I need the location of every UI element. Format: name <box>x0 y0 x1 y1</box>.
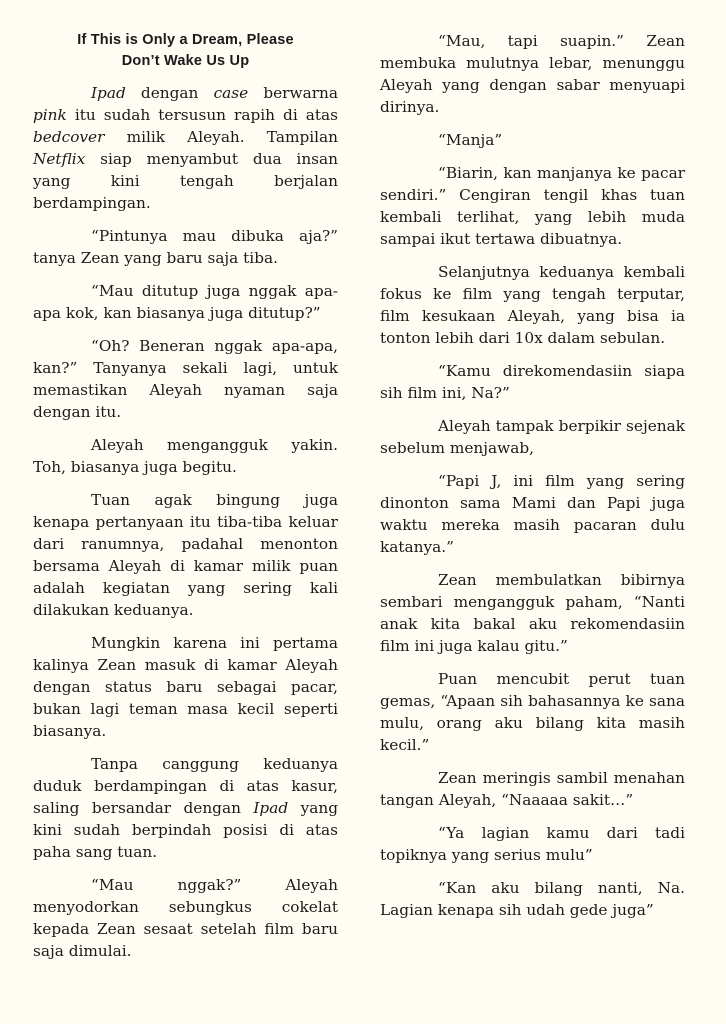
paragraph-text: Aleyah tampak berpikir sejenak sebelum menjawab, <box>380 417 685 457</box>
paragraph-text: “Ya lagian kamu dari tadi topiknya yang serius mulu” <box>380 824 685 864</box>
paragraph <box>380 877 685 921</box>
paragraph <box>33 874 338 962</box>
paragraph-text: “Mau ditutup juga nggak apa-apa kok, kan biasanya juga ditutup?” <box>33 282 338 322</box>
paragraph <box>33 82 338 214</box>
paragraph <box>33 434 338 478</box>
paragraph <box>380 415 685 459</box>
paragraph <box>33 335 338 423</box>
paragraph-text: berwarna <box>248 84 338 102</box>
paragraph-text: dengan <box>125 84 214 102</box>
paragraph-text: Mungkin karena ini pertama kalinya Zean masuk di kamar Aleyah dengan status baru sebagai pacar, bukan lagi teman masa kecil seperti biasanya. <box>33 634 338 740</box>
paragraph <box>380 470 685 558</box>
italic-text: bedcover <box>33 128 105 146</box>
italic-text: Ipad <box>253 799 289 817</box>
paragraph-text: “Papi J, ini film yang sering dinonton sama Mami dan Papi juga waktu mereka masih pacaran dulu katanya.” <box>380 472 685 556</box>
left-column <box>33 30 338 973</box>
paragraph <box>33 489 338 621</box>
paragraph-text: “Biarin, kan manjanya ke pacar sendiri.” Cengiran tengil khas tuan kembali terlihat, yang lebih muda sampai ikut tertawa dibuatnya. <box>380 164 685 248</box>
paragraph-text: Zean membulatkan bibirnya sembari mengangguk paham, “Nanti anak kita bakal aku rekomendasiin film ini juga kalau gitu.” <box>380 571 685 655</box>
italic-text: case <box>213 84 249 102</box>
paragraph <box>33 632 338 742</box>
right-column-body <box>380 30 685 921</box>
italic-text: Netflix <box>33 150 86 168</box>
paragraph <box>380 668 685 756</box>
paragraph-text: “Kan aku bilang nanti, Na. Lagian kenapa sih udah gede juga” <box>380 879 685 919</box>
paragraph <box>33 225 338 269</box>
paragraph-text: milik Aleyah. Tampilan <box>104 128 338 146</box>
paragraph-text: “Mau nggak?” Aleyah menyodorkan sebungkus cokelat kepada Zean sesaat setelah film baru saja dimulai. <box>33 876 338 960</box>
paragraph-text: siap menyambut dua insan yang kini tengah berjalan berdampingan. <box>33 150 338 212</box>
title-line-1: If This is Only a Dream, Please <box>77 32 294 48</box>
paragraph <box>380 767 685 811</box>
paragraph-text: yang kini sudah berpindah posisi di atas paha sang tuan. <box>33 799 338 861</box>
right-column <box>380 30 685 932</box>
paragraph-text: “Kamu direkomendasiin siapa sih film ini, Na?” <box>380 362 685 402</box>
paragraph <box>380 162 685 250</box>
paragraph-text: “Oh? Beneran nggak apa-apa, kan?” Tanyanya sekali lagi, untuk memastikan Aleyah nyaman saja dengan itu. <box>33 337 338 421</box>
paragraph-text: Tanpa canggung keduanya duduk berdampingan di atas kasur, saling bersandar dengan <box>33 755 338 817</box>
paragraph-text: Tuan agak bingung juga kenapa pertanyaan itu tiba-tiba keluar dari ranumnya, padahal menonton bersama Aleyah di kamar milik puan adalah kegiatan yang sering kali dilakukan keduanya. <box>33 491 338 619</box>
italic-text: Ipad <box>91 84 126 102</box>
paragraph-text: Puan mencubit perut tuan gemas, “Apaan sih bahasannya ke sana mulu, orang aku bilang kita masih kecil.” <box>380 670 685 754</box>
paragraph-text: Aleyah mengangguk yakin. Toh, biasanya juga begitu. <box>33 436 338 476</box>
paragraph <box>380 360 685 404</box>
paragraph-text: “Mau, tapi suapin.” Zean membuka mulutnya lebar, menunggu Aleyah yang dengan sabar menyuapi dirinya. <box>380 32 685 116</box>
paragraph-text: Zean meringis sambil menahan tangan Aleyah, “Naaaaa sakit…” <box>380 769 685 809</box>
title-line-2: Don’t Wake Us Up <box>121 53 250 69</box>
paragraph <box>33 280 338 324</box>
paragraph-text: Selanjutnya keduanya kembali fokus ke film yang tengah terputar, film kesukaan Aleyah, yang bisa ia tonton lebih dari 10x dalam sebulan. <box>380 263 685 347</box>
paragraph-text: “Manja” <box>438 131 503 149</box>
paragraph <box>380 30 685 118</box>
paragraph <box>380 569 685 657</box>
paragraph-text: itu sudah tersusun rapih di atas <box>66 106 338 124</box>
paragraph-text: “Pintunya mau dibuka aja?” tanya Zean yang baru saja tiba. <box>33 227 338 267</box>
paragraph <box>380 822 685 866</box>
paragraph <box>33 753 338 863</box>
paragraph <box>380 261 685 349</box>
italic-text: pink <box>33 106 67 124</box>
paragraph <box>380 129 685 151</box>
story-title <box>33 30 338 72</box>
left-column-body <box>33 82 338 962</box>
